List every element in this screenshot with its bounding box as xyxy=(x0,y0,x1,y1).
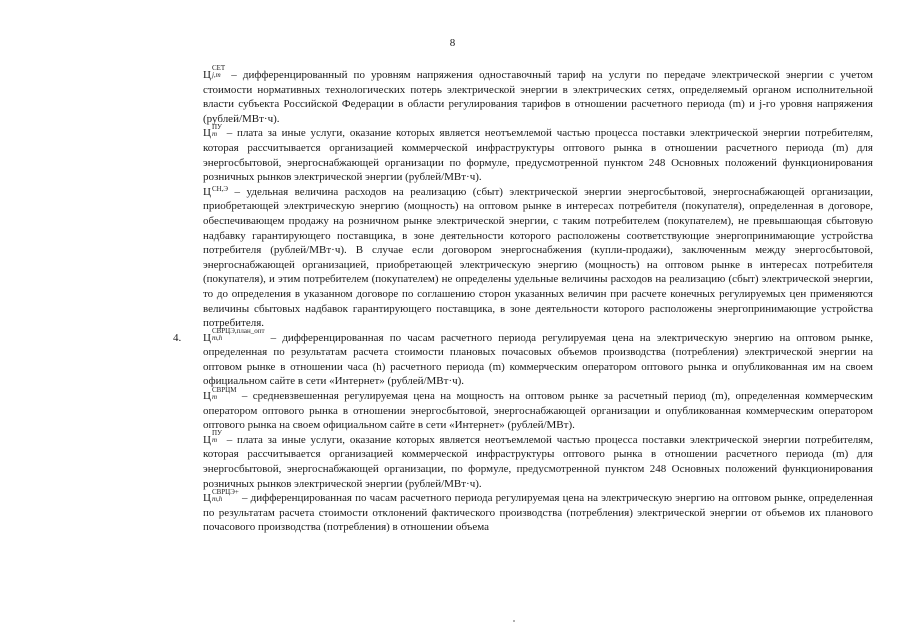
paragraph-capacity-price xyxy=(203,385,873,433)
page-number: 8 xyxy=(449,37,456,49)
paragraph-text: – дифференцированный по уровням напряжения одноставочный тариф на услуги по передаче электрической энергии с учетом стоимости нормативных технологических потерь электрической энергии в электрических сетях, определяемый органом исполнительной власти субъекта Российской Федерации в области регулирования тарифов в отношении расчетного периода (m) и j-го уровня напряжения (рублей/МВт·ч). xyxy=(203,69,873,125)
subscript: m xyxy=(211,436,218,445)
paragraph-text: – средневзвешенная регулируемая цена на мощность на оптовом рынке за расчетный период (m), определенная коммерческим оператором оптового рынка в отношении энергосбытовой, энергоснабжающей организации и опубликованная коммерческим оператором оптового рынка на своем официальном сайте в сети «Интернет» (рублей/МВт). xyxy=(203,390,873,432)
superscript: СН,Э xyxy=(211,184,229,193)
superscript: СВРЦМ xyxy=(211,385,237,394)
list-item-number: 4. xyxy=(173,331,182,344)
subscript: m,h xyxy=(211,334,223,343)
subscript: m,h xyxy=(211,494,223,503)
superscript: СЕТ xyxy=(211,64,226,73)
formula-symbol: Ц ПУ m xyxy=(203,122,222,140)
document-body xyxy=(173,64,873,535)
paragraph-planned-price xyxy=(203,327,873,389)
paragraph-deviation-price xyxy=(203,487,873,535)
formula-symbol: Ц СВРЦЭ+ m,h xyxy=(203,487,239,505)
paragraph-text: – плата за иные услуги, оказание которых является неотъемлемой частью процесса поставки электрической энергии потребителям, которая рассчитывается организацией коммерческой инфраструктуры оптового рынка в отношении расчетного периода (m) для энергосбытовой, энергоснабжающей организации, по формуле, предусмотренной пунктом 248 Основных положений функционирования розничных рынков электрической энергии (рублей/МВт·ч). xyxy=(203,433,873,490)
subscript: j,m xyxy=(211,71,221,80)
paragraph-text: – дифференцированная по часам расчетного периода регулируемая цена на электрическую энергию на оптовом рынке, определенная по результатам расчета стоимости плановых почасовых объемов производства (потребления) электрической энергии на оптовом рынке в отношении часа (h) расчетного периода (m) коммерческим оператором оптового рынка и опубликованная им на своем официальном сайте в сети «Интернет» (рублей/МВт·ч). xyxy=(203,331,873,388)
paragraph-other-services-2 xyxy=(203,429,873,491)
subscript: m xyxy=(211,129,218,138)
paragraph-text: – плата за иные услуги, оказание которых является неотъемлемой частью процесса поставки электрической энергии потребителям, которая рассчитывается организацией коммерческой инфраструктуры оптового рынка в отношении расчетного периода (m) для энергосбытовой, энергоснабжающей организации по формуле, предусмотренной пунктом 248 Основных положений функционирования розничных рынков электрической энергии (рублей/МВт·ч). xyxy=(203,127,873,184)
list-item-4 xyxy=(173,327,873,535)
paragraph-sales-costs xyxy=(203,185,873,331)
paragraph-text: – удельная величина расходов на реализацию (сбыт) электрической энергии энергосбытовой, энергоснабжающей организации, приобретающей электрическую энергию (мощность) на оптовом рынке в интересах потребителя (покупателя), определенная в договоре, обеспечивающем продажу на розничном рынке электрической энергии, с таким потребителем (покупателем), не превышающая сбытовую надбавку гарантирующего поставщика, в зоне деятельности которого расположены соответствующие энергопринимающие устройства потребителя (рублей/МВт·ч). В случае если договором энергоснабжения (купли-продажи), заключенным между энергосбытовой, энергоснабжающей организацией, приобретающей электрическую энергию (мощность) на оптовом рынке в интересах потребителя (покупателя), и этим потребителем (покупателем) не определены удельные величины расходов на реализацию (сбыт) электрической энергии, то до определения в указанном договоре по соглашению сторон указанных величин при расчете конечных регулируемых цен применяются величины сбытовых надбавок гарантирующего поставщика, в зоне деятельности которого расположены энергопринимающие устройства потребителя. xyxy=(203,185,873,330)
formula-symbol: Ц СВРЦЭ,план_опт m,h xyxy=(203,327,265,344)
scan-speck xyxy=(513,620,515,622)
superscript: СВРЦЭ+ xyxy=(211,487,239,496)
formula-symbol: Ц СВРЦМ m xyxy=(203,385,237,403)
subscript: m xyxy=(211,392,218,401)
paragraph-text: – дифференцированная по часам расчетного периода регулируемая цена на электрическую энергию на оптовом рынке, определенная по результатам расчета стоимости отклонений фактического производства (потребления) электрической энергии от объемов их планового почасового производства (потребления) в отношении объема xyxy=(203,492,873,534)
formula-symbol: Ц ПУ m xyxy=(203,429,222,446)
paragraph-tariff-transmission xyxy=(203,64,873,126)
formula-symbol: Ц СН,Э xyxy=(203,184,229,198)
paragraph-other-services xyxy=(203,122,873,184)
superscript: ПУ xyxy=(211,122,222,131)
superscript: СВРЦЭ,план_опт xyxy=(211,327,265,336)
formula-symbol: Ц СЕТ j,m xyxy=(203,64,226,81)
superscript: ПУ xyxy=(211,429,222,438)
